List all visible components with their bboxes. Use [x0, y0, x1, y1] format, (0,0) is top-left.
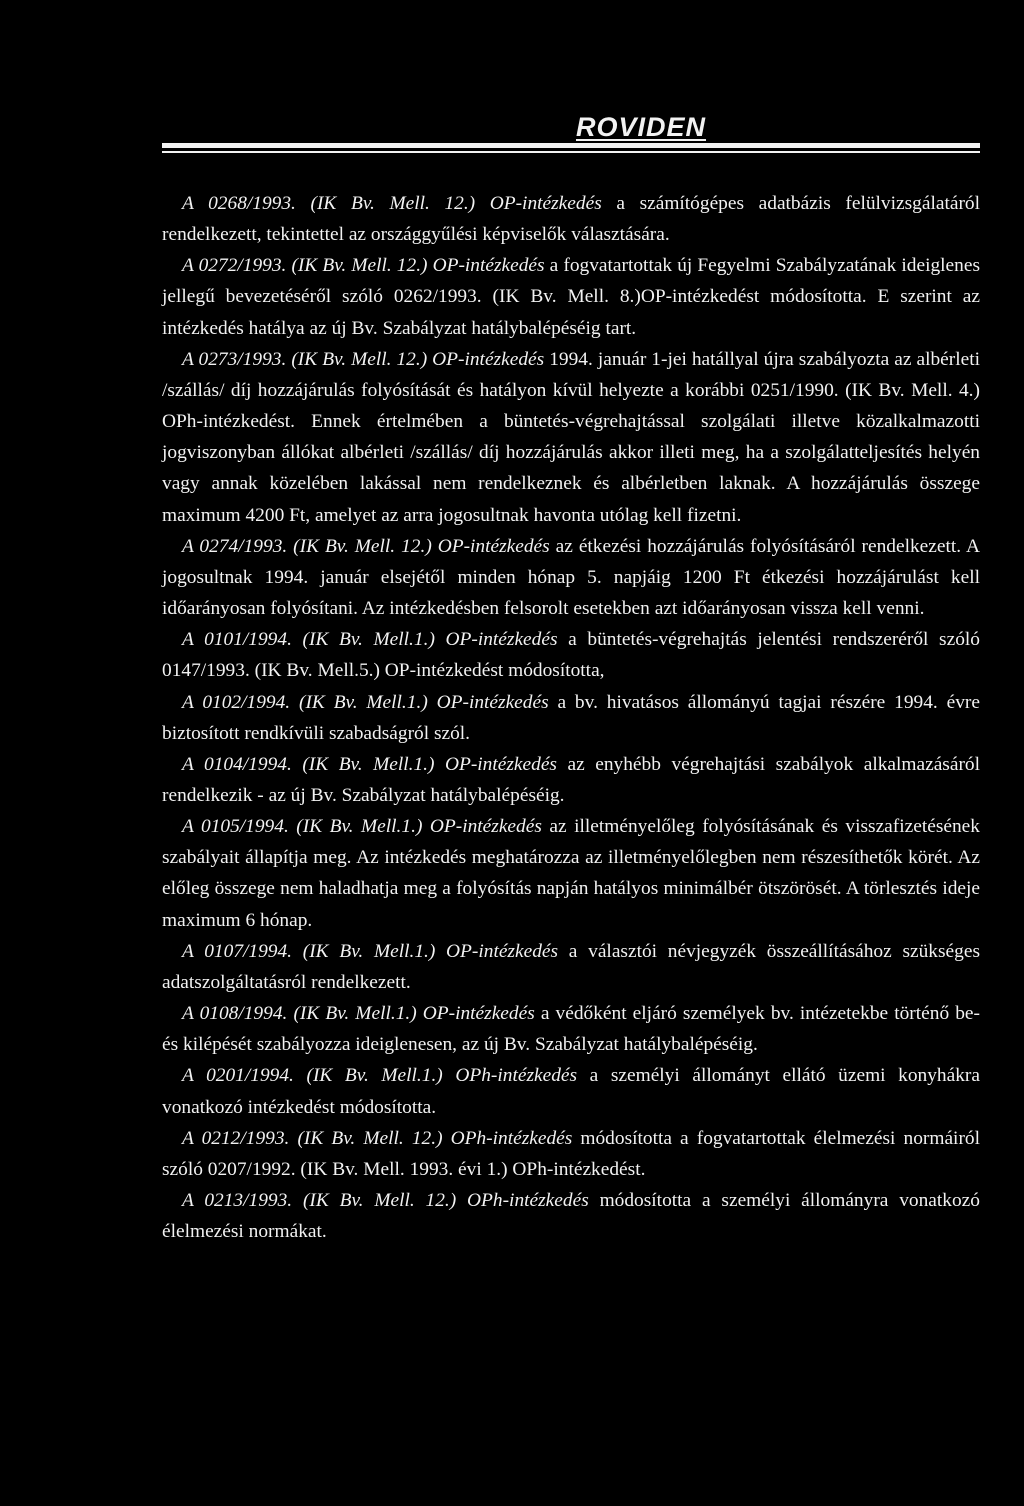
entry-text: módosította a fogvatartottak élelmezési normáiról szóló 0207/1992. (IK Bv. Mell. 1993. évi 1.) OPh-intézkedést.	[162, 1127, 980, 1180]
entry-text: a védőként eljáró személyek bv. intézetekbe történő be- és kilépését szabályozza ideiglenesen, az új Bv. Szabályzat hatálybalépéséig.	[162, 1003, 980, 1056]
entry-text: az enyhébb végrehajtási szabályok alkalmazásáról rendelkezik - az új Bv. Szabályzat hatálybalépéséig.	[162, 753, 980, 806]
header-rule-thin	[162, 151, 980, 153]
entry-reference: A 0101/1994. (IK Bv. Mell.1.) OP-intézkedés	[182, 629, 558, 651]
entry-reference: A 0274/1993. (IK Bv. Mell. 12.) OP-intézkedés	[182, 535, 550, 557]
news-entry	[162, 687, 980, 749]
entry-reference: A 0201/1994. (IK Bv. Mell.1.) OPh-intézkedés	[182, 1065, 578, 1087]
entry-text: a fogvatartottak új Fegyelmi Szabályzatának ideiglenes jellegű bevezetéséről szóló 0262/1993. (IK Bv. Mell. 8.)OP-intézkedést módosította. E szerint az intézkedés hatálya az új Bv. Szabályzat hatálybalépéséig tart.	[162, 255, 981, 339]
entry-reference: A 0273/1993. (IK Bv. Mell. 12.) OP-intézkedés	[182, 348, 545, 370]
page-header	[162, 112, 980, 153]
entry-text: az étkezési hozzájárulás folyósításáról rendelkezett. A jogosultnak 1994. január elsejétől minden hónap 5. napjáig 1200 Ft étkezési hozzájárulást kell időarányosan folyósítani. Az intézkedésben felsorolt esetekben azt időarányosan vissza kell venni.	[162, 535, 980, 620]
entry-reference: A 0272/1993. (IK Bv. Mell. 12.) OP-intézkedés	[182, 255, 545, 277]
entry-text: a személyi állományt ellátó üzemi konyhákra vonatkozó intézkedést módosította.	[162, 1065, 980, 1118]
entry-text: 1994. január 1-jei hatállyal újra szabályozta az albérleti /szállás/ díj hozzájárulás folyósítását és hatályon kívül helyezte a korábbi 0251/1990. (IK Bv. Mell. 4.) OPh-intézkedést. Ennek értelmében a büntetés-végrehajtással szolgálati illetve közalkalmazotti jogviszonyban állókat albérleti /szállás/ díj hozzájárulás akkor illeti meg, ha a szolgálatteljesítés helyén vagy annak közelében lakással nem rendelkeznek és albérletben laknak. A hozzájárulás összege maximum 4200 Ft, amelyet az arra jogosultnak havonta utólag kell fizetni.	[162, 348, 980, 526]
news-entry	[162, 531, 980, 624]
entry-text: a bv. hivatásos állományú tagjai részére 1994. évre biztosított rendkívüli szabadságról szól.	[162, 691, 980, 744]
news-entry	[162, 936, 980, 998]
entry-text: a számítógépes adatbázis felülvizsgálatáról rendelkezett, tekintettel az országgyűlési képviselők választására.	[162, 193, 980, 246]
news-entry	[162, 624, 980, 686]
news-entry	[162, 749, 980, 811]
entry-reference: A 0213/1993. (IK Bv. Mell. 12.) OPh-intézkedés	[182, 1190, 589, 1211]
news-entry	[162, 811, 980, 936]
news-list	[162, 188, 980, 1247]
news-entry	[162, 250, 980, 343]
news-entry	[162, 1123, 980, 1185]
entry-text: az illetményelőleg folyósításának és visszafizetésének szabályait állapítja meg. Az intézkedés meghatározza az illetményelőlegben nem részesíthetők körét. Az előleg összege nem haladhatja meg a folyósítás napján hatályos minimálbér ötszörösét. A törlesztés ideje maximum 6 hónap.	[162, 816, 980, 931]
entry-reference: A 0268/1993. (IK Bv. Mell. 12.) OP-intézkedés	[182, 193, 602, 214]
section-title: ROVIDEN	[575, 112, 707, 142]
news-entry	[162, 998, 980, 1060]
entry-reference: A 0108/1994. (IK Bv. Mell.1.) OP-intézkedés	[182, 1003, 535, 1025]
entry-reference: A 0212/1993. (IK Bv. Mell. 12.) OPh-intézkedés	[182, 1127, 573, 1149]
entry-reference: A 0102/1994. (IK Bv. Mell.1.) OP-intézkedés	[182, 691, 549, 713]
entry-reference: A 0104/1994. (IK Bv. Mell.1.) OP-intézkedés	[182, 753, 557, 775]
entry-text: a büntetés-végrehajtás jelentési rendszeréről szóló 0147/1993. (IK Bv. Mell.5.) OP-intézkedést módosította,	[162, 629, 980, 682]
header-rule-thick	[162, 143, 980, 148]
news-entry	[162, 344, 980, 531]
entry-reference: A 0107/1994. (IK Bv. Mell.1.) OP-intézkedés	[182, 940, 559, 962]
entry-reference: A 0105/1994. (IK Bv. Mell.1.) OP-intézkedés	[182, 816, 542, 838]
news-entry	[162, 1060, 980, 1122]
news-entry	[162, 188, 980, 250]
entry-text: a választói névjegyzék összeállításához szükséges adatszolgáltatásról rendelkezett.	[162, 940, 980, 993]
entry-text: módosította a személyi állományra vonatkozó élelmezési normákat.	[162, 1190, 980, 1243]
news-entry	[162, 1185, 980, 1247]
